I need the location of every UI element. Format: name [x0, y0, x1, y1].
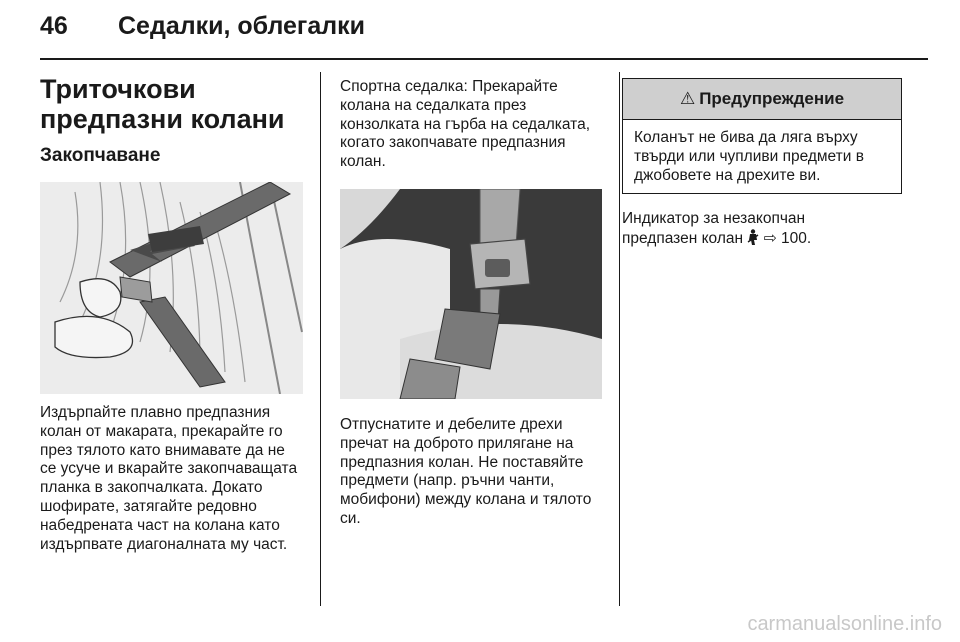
warning-title: Предупреждение	[699, 89, 845, 108]
sport-seat-paragraph: Спортна седалка: Прекарайте колана на седалката през конзолката на гърба на седалката, когато закопчавате предпазния колан.	[340, 78, 591, 171]
indicator-paragraph	[622, 210, 902, 251]
warning-text: Коланът не бива да ляга върху твърди или чупливи предмети в джобовете на дрехите ви.	[634, 129, 864, 184]
page-header	[40, 12, 365, 41]
warning-box	[622, 78, 902, 194]
buckling-figure	[40, 182, 303, 394]
header-rule	[40, 58, 928, 60]
column-3	[622, 78, 902, 251]
page-number: 46	[40, 12, 68, 40]
clothing-paragraph: Отпуснатите и дебелите дрехи пречат на доброто прилягане на предпазния колан. Не поставяйте предмети (напр. ръчни чанти, мобифони) между колана и тялото си.	[340, 415, 592, 527]
reference-page[interactable]: 100.	[781, 230, 812, 248]
reference-arrow-icon: ⇨	[763, 230, 777, 248]
indicator-line-2	[622, 229, 902, 251]
indicator-label: предпазен колан	[622, 230, 744, 248]
column-1	[40, 74, 305, 554]
buckling-illustration	[40, 182, 303, 394]
column-divider-2	[619, 72, 620, 606]
warning-header	[623, 79, 901, 120]
column-2	[340, 78, 602, 529]
warning-triangle-icon: ⚠	[679, 89, 696, 108]
column-divider-1	[320, 72, 321, 606]
sport-seat-figure	[340, 189, 602, 399]
subsection-heading: Закопчаване	[40, 145, 161, 166]
watermark: carmanualsonline.info	[747, 613, 942, 635]
sport-seat-illustration	[340, 189, 602, 399]
section-heading: Триточкови предпазни колани	[40, 74, 285, 134]
seatbelt-warning-icon	[747, 229, 759, 251]
chapter-title: Седалки, облегалки	[118, 12, 366, 40]
indicator-line-1: Индикатор за незакопчан	[622, 210, 806, 228]
column1-paragraph: Издърпайте плавно предпазния колан от макарата, прекарайте го през тялото като внимавате да не се усуче и вкарайте закопчаващата планка в закопчалката. Докато шофирате, затягайте редовно набедрената част на колана като издърпвате диагоналната му част.	[40, 404, 298, 553]
